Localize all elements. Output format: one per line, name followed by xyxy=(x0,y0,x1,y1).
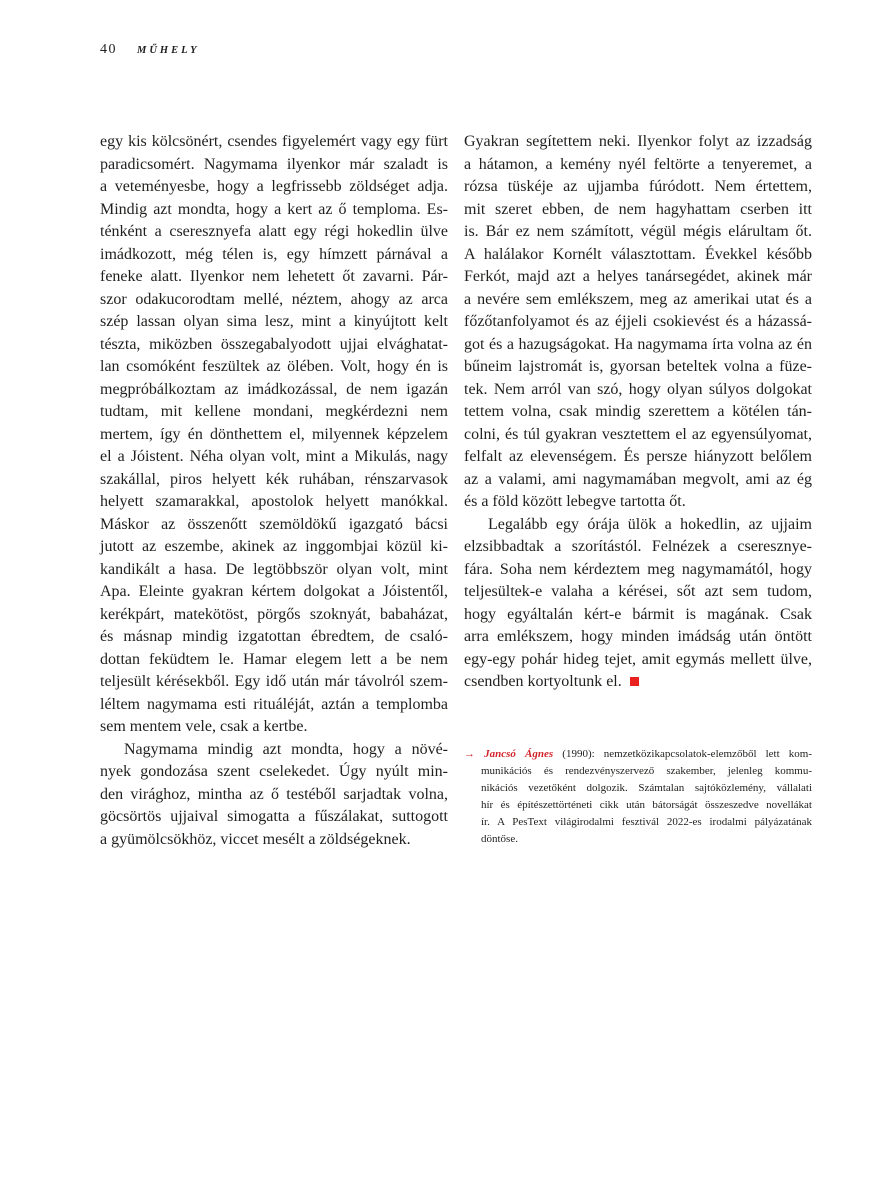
text-line: got és a hazugságokat. Ha nagymama írta volna az én xyxy=(464,335,812,353)
text-line: tudtam, mit kellene mondani, megkérdezni nem xyxy=(100,403,448,420)
text-line: dottan feküdtem le. Hamar elegem lett a be nem xyxy=(100,650,448,668)
footnote-line: döntőse. xyxy=(481,833,518,845)
text-line: a hátamon, a kemény nyél feltörte a tenyeremet, a xyxy=(464,155,812,173)
text-line: egy kis kölcsönért, csendes figyelemért vagy egy fürt xyxy=(100,133,448,150)
paragraph xyxy=(464,514,812,694)
text-line: és a föld között lebegve tartotta őt. xyxy=(464,493,686,510)
text-line: főzőtanfolyamot és az éjjeli csokievést és a házassá- xyxy=(464,313,812,330)
end-of-article-mark-icon xyxy=(630,677,639,686)
footnote-first-line xyxy=(464,746,812,763)
arrow-right-icon: → xyxy=(464,748,475,760)
text-line: léltem nagymama esti rituáléját, aztán a templomba xyxy=(100,695,448,713)
text-line: csendben kortyoltunk el. xyxy=(464,671,812,694)
right-column xyxy=(464,131,812,694)
left-column xyxy=(100,131,448,851)
text-line: szép lassan olyan sima lesz, mint a kinyújtott kelt xyxy=(100,313,448,330)
text-line: imádkozott, még télen is, egy hímzett párnával a xyxy=(100,245,448,263)
footnote-line: ír. A PesText világirodalmi fesztivál 2022-es irodalmi pályázatának xyxy=(481,816,812,828)
text-line: tettem volna, csak mindig szerettem a kötélen tán- xyxy=(464,403,812,420)
text-line: megpróbálkoztam az imádkozással, de nem igazán xyxy=(100,380,448,398)
text-line: Gyakran segítettem neki. Ilyenkor folyt az izzadság xyxy=(464,133,812,150)
text-line: a veteményesbe, hogy a legfrissebb zöldséget adja. xyxy=(100,178,448,195)
footnote-continuation xyxy=(464,763,812,848)
text-line: Máskor az összenőtt szemöldökű igazgató bácsi xyxy=(100,515,448,533)
text-line: felfalt az elevenségem. És persze hiányzott belőlem xyxy=(464,448,812,465)
text-line: Apa. Eleinte gyakran kértem dolgokat a Jóistentől, xyxy=(100,583,448,600)
text-line: és másnap mindig izgatottan ébredtem, de csaló- xyxy=(100,628,448,645)
text-line: Mindig azt mondta, hogy a kert az ő temploma. Es- xyxy=(100,200,448,218)
text-line: bűneim lajstromát is, gyorsan beteltek volna a füze- xyxy=(464,358,812,375)
text-line: fára. Soha nem kérdeztem meg nagymamától, hogy xyxy=(464,560,812,578)
text-line: arra emlékszem, hogy minden imádság után öntött xyxy=(464,628,812,645)
text-line: göcsörtös ujjaival simogatta a fűszálakat, suttogott xyxy=(100,808,448,825)
text-line: az a valami, ami nagymamában megvolt, ami az ég xyxy=(464,470,812,488)
text-line: nyek gondozása szent cselekedet. Úgy nyúlt min- xyxy=(100,763,448,780)
paragraph xyxy=(100,131,448,739)
text-line: mit szeret ebben, de nem hagyhattam cserben itt xyxy=(464,200,812,218)
page-number: 40 xyxy=(100,42,117,57)
text-line: Nagymama mindig azt mondta, hogy a növé- xyxy=(124,740,448,758)
text-line: jutott az eszembe, akinek az inggombjai közül ki- xyxy=(100,538,448,555)
text-line: szor odakucorodtam mellé, néztem, ahogy az arca xyxy=(100,290,448,308)
footnote-line: nikációs vezetőként dolgozik. Számtalan sajtóközlemény, vállalati xyxy=(481,782,812,794)
footnote-line: hír és építészettörténeti cikk után bátorságát összeszedve novellákat xyxy=(481,799,812,811)
text-line: colni, és túl gyakran vesztettem el az egyensúlyomat, xyxy=(464,425,812,443)
paragraph xyxy=(100,739,448,852)
footnote-text-start: (1990): nemzetközikapcsolatok-elemzőből lett kom- xyxy=(562,748,813,760)
text-line: mertem, így én dönthettem el, milyennek képzelem xyxy=(100,425,448,443)
footnote-line: munikációs és rendezvényszervező szakember, jelenleg kommu- xyxy=(481,765,812,777)
text-line: kerékpárt, matekötöst, pörgős szoknyát, babaházat, xyxy=(100,605,448,623)
text-line: a nevére sem emlékszem, meg az amerikai utat és a xyxy=(464,290,812,308)
section-title: MŰHELY xyxy=(137,45,200,56)
text-line: lan csomóként feszültek az ölében. Volt, hogy én is xyxy=(100,358,448,375)
text-line: teljesültek-e valaha a kérései, sőt azt sem tudom, xyxy=(464,583,812,600)
text-line: Ferkót, majd azt a helyes tanársegédet, akinek már xyxy=(464,268,812,285)
text-line: helyett szamarakkal, apostolok helyett manókkal. xyxy=(100,493,448,510)
text-line: paradicsomért. Nagymama ilyenkor már szaladt is xyxy=(100,155,448,173)
text-line: elzsibbadtak a szorítástól. Felnézek a cseresznye- xyxy=(464,538,812,555)
text-line: a gyümölcsökhöz, viccet mesélt a zöldségeknek. xyxy=(100,830,411,848)
text-line: hogy egyáltalán kért-e bármit is magának. Csak xyxy=(464,605,812,623)
text-line: ténként a cseresznyefa alatt egy régi hokedlin ülve xyxy=(100,223,448,240)
text-line: kandikált a hasa. De legtöbbször olyan volt, mint xyxy=(100,560,448,578)
text-line: egy-egy pohár hideg tejet, amit egymás mellett ülve, xyxy=(464,650,812,668)
text-line: is. Bár ez nem számított, végül mégis elárultam őt. xyxy=(464,223,812,240)
text-line: Legalább egy órája ülök a hokedlin, az ujjaim xyxy=(488,515,812,533)
footnote xyxy=(464,746,812,848)
text-line: tészta, miközben összegabalyodott ujjai elvághatat- xyxy=(100,335,448,353)
page-header xyxy=(100,42,200,58)
text-line: sem mentem vele, csak a kertbe. xyxy=(100,718,308,735)
text-line: szakállal, piros helyett kék ruhában, rénszarvasok xyxy=(100,470,448,488)
text-line: rózsa tüskéje az ujjamba fúródott. Nem értettem, xyxy=(464,178,812,195)
footnote-author: Jancsó Ágnes xyxy=(484,748,554,760)
text-line: den virághoz, mintha az ő testéből sarjadtak volna, xyxy=(100,785,448,803)
text-line: teljesült kérésekből. Egy idő után már távolról szem- xyxy=(100,673,448,690)
text-line: tek. Nem arról van szó, hogy olyan súlyos dolgokat xyxy=(464,380,812,398)
text-line: feneke alatt. Ilyenkor nem lehetett őt zavarni. Pár- xyxy=(100,268,448,285)
paragraph xyxy=(464,131,812,514)
text-line: A halálakor Kornélt választottam. Évekkel később xyxy=(464,245,812,263)
text-line: el a Jóistent. Néha olyan volt, mint a Mikulás, nagy xyxy=(100,448,448,465)
